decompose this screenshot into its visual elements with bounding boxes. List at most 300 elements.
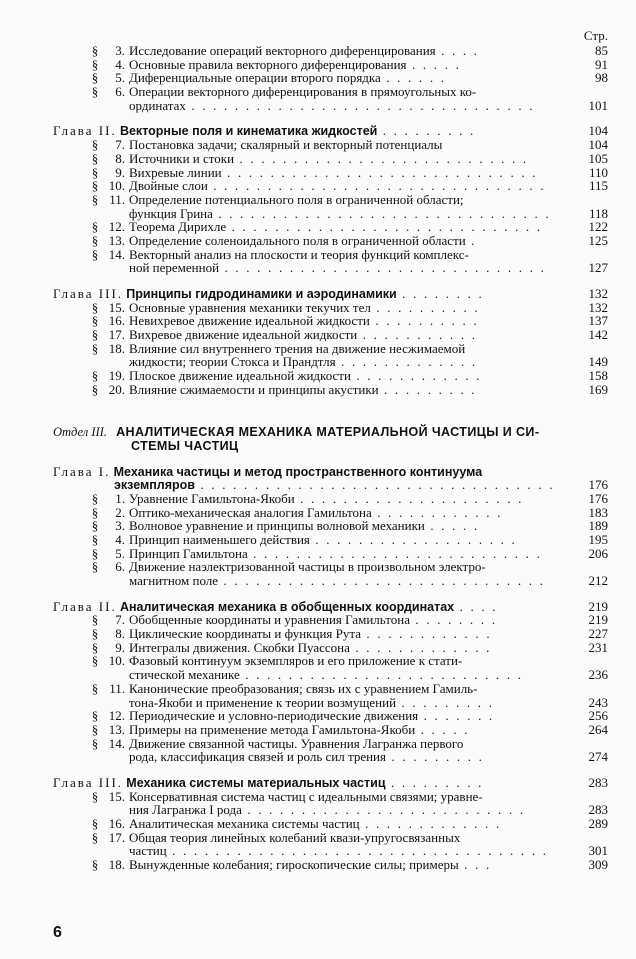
leader-dots: . . . . . . . . . .	[369, 313, 479, 329]
entry-text-wrapper	[129, 803, 525, 817]
section-number: 6.	[115, 559, 125, 575]
chapter-heading-continued	[0, 478, 636, 492]
folio-page-number: 6	[53, 924, 62, 941]
section-number: 8.	[115, 150, 125, 166]
toc-entry	[0, 152, 636, 166]
entry-text-wrapper	[129, 328, 477, 342]
entry-text-wrapper	[129, 831, 460, 845]
entry-text-wrapper	[129, 58, 461, 72]
toc-entry	[0, 44, 636, 58]
section-number: 4.	[115, 56, 125, 72]
section-number: 14.	[108, 735, 125, 751]
section-sign: §	[91, 43, 99, 58]
section-number: 17.	[108, 829, 125, 845]
part-label: Отдел III.	[53, 424, 107, 439]
page-number: 125	[588, 232, 608, 248]
leader-dots: . . . .	[435, 43, 480, 58]
section-title: Волновое уравнение и принципы волновой механики	[129, 518, 425, 534]
toc-entry	[0, 817, 636, 831]
entry-text-wrapper	[129, 301, 480, 315]
toc-entry	[0, 831, 636, 845]
toc-entry	[0, 301, 636, 315]
page-number: 227	[588, 626, 608, 642]
section-title: Канонические преобразования; связь их с уравнением Гамиль-	[129, 680, 478, 696]
section-number: 11.	[109, 680, 125, 696]
entry-text-wrapper	[129, 166, 538, 180]
section-title: Невихревое движение идеальной жидкости	[129, 313, 370, 329]
entry-text-wrapper	[129, 817, 501, 831]
section-title: рода, классификация связей и роль сил трения	[129, 749, 386, 765]
entry-text-wrapper	[129, 369, 482, 383]
entry-text-wrapper	[129, 44, 479, 58]
section-sign: §	[91, 191, 99, 207]
section-number: 10.	[108, 178, 125, 194]
section-number: 7.	[115, 137, 125, 153]
page-number: 231	[588, 639, 608, 655]
section-sign: §	[91, 531, 99, 547]
page-number: 301	[588, 843, 608, 859]
page-number: 132	[588, 299, 608, 315]
toc-entry	[0, 314, 636, 328]
section-number: 14.	[108, 246, 125, 262]
section-list	[0, 492, 636, 588]
entry-text-wrapper	[129, 506, 503, 520]
leader-dots: . . . . .	[406, 56, 462, 72]
entry-text-wrapper	[129, 790, 483, 804]
section-sign: §	[91, 56, 99, 72]
section-number: 5.	[115, 70, 125, 86]
leader-dots: . . . . . . . . . . . . . . . . . . . . . . . . . . .	[234, 150, 529, 166]
part-heading	[0, 425, 636, 453]
section-title: жидкости; теории Стокса и Прандтля	[129, 354, 336, 370]
leader-dots: . . . . . .	[380, 70, 447, 86]
table-of-contents	[0, 44, 636, 872]
page-number: 98	[595, 70, 608, 86]
section-title: Движение наэлектризованной частицы в произвольном электро-	[129, 559, 486, 575]
entry-text-wrapper	[129, 342, 465, 356]
entry-text-wrapper	[129, 533, 517, 547]
toc-entry	[0, 627, 636, 641]
section-sign: §	[91, 84, 99, 100]
section-list	[0, 613, 636, 764]
section-number: 12.	[108, 219, 125, 235]
section-title: Определение соленоидального поля в ограниченной области	[129, 232, 466, 248]
section-title: Влияние сжимаемости и принципы акустики	[129, 381, 379, 397]
part-title: АНАЛИТИЧЕСКАЯ МЕХАНИКА МАТЕРИАЛЬНОЙ ЧАСТИЦЫ И СИ-	[116, 424, 540, 439]
page-number: 195	[588, 531, 608, 547]
toc-entry	[0, 492, 636, 506]
page-number: 122	[588, 219, 608, 235]
chapter-heading	[0, 600, 636, 614]
page-number: 115	[588, 178, 608, 194]
entry-text-wrapper	[129, 668, 523, 682]
section-title: Вихревые линии	[129, 164, 222, 180]
section-title: Оптико-механическая аналогия Гамильтона	[129, 504, 372, 520]
section-number: 15.	[108, 299, 125, 315]
section-sign: §	[91, 381, 99, 397]
entry-text-wrapper	[129, 560, 486, 574]
leader-dots: . . . . . . . . . . . . . . . . . . . . . . . . . . . . . . . .	[185, 97, 535, 113]
chapter-title: Механика частицы и метод пространственного континуума	[113, 464, 483, 479]
leader-dots: . . . . . . . . . . . . . . . . . . . . . . . . . . . . . . .	[207, 178, 546, 194]
section-sign: §	[91, 816, 99, 831]
section-title: Консервативная система частиц с идеальными связями; уравне-	[129, 788, 483, 804]
entry-text-wrapper	[129, 613, 497, 627]
section-number: 8.	[115, 626, 125, 642]
section-title: Постановка задачи; скалярный и векторный потенциалы	[129, 137, 443, 153]
entry-text-wrapper	[129, 709, 494, 723]
toc-entry-continued	[0, 355, 636, 369]
toc-entry-continued	[0, 99, 636, 113]
section-title: функция Грина	[129, 205, 213, 221]
section-title: Интегралы движения. Скобки Пуассона	[129, 639, 350, 655]
page-number: 105	[588, 150, 608, 166]
section-number: 9.	[115, 164, 125, 180]
leader-dots: . . . . . . . . .	[385, 774, 484, 790]
section-title: Примеры на применение метода Гамильтона-Якоби	[129, 721, 416, 737]
section-sign: §	[91, 626, 99, 642]
section-sign: §	[91, 70, 99, 86]
section-number: 1.	[115, 490, 125, 506]
section-number: 18.	[108, 857, 125, 873]
page-number: 91	[595, 56, 608, 72]
section-number: 13.	[108, 721, 125, 737]
section-sign: §	[91, 232, 99, 248]
leader-dots: . . . . . . . . . . . . . . . . . . . . .	[294, 490, 524, 506]
section-title: стической механике	[129, 667, 240, 683]
page-number: 283	[588, 774, 608, 790]
page-number: 85	[595, 43, 608, 58]
page-number: 219	[588, 612, 608, 628]
section-title: Периодические и условно-периодические движения	[129, 708, 419, 724]
section-sign: §	[91, 150, 99, 166]
section-sign: §	[91, 340, 99, 356]
entry-text-wrapper	[129, 696, 494, 710]
toc-entry-continued	[0, 261, 636, 275]
chapter-title: Векторные поля и кинематика жидкостей	[119, 124, 378, 139]
toc-entry	[0, 342, 636, 356]
chapter-label: Глава III.	[53, 286, 124, 301]
chapter-title: Аналитическая механика в обобщенных координатах	[119, 599, 455, 614]
entry-text-wrapper	[129, 627, 492, 641]
section-sign: §	[91, 313, 99, 329]
entry-text-wrapper	[129, 314, 479, 328]
toc-entry-continued	[0, 696, 636, 710]
leader-dots: .	[465, 232, 477, 248]
entry-text-wrapper	[129, 737, 463, 751]
chapter-label: Глава II.	[53, 598, 117, 614]
chapter-label: Глава II.	[53, 123, 117, 139]
section-sign: §	[91, 518, 99, 534]
page-number: 264	[588, 721, 608, 737]
chapter-heading	[0, 776, 636, 790]
toc-entry-continued	[0, 207, 636, 221]
section-number: 11.	[109, 191, 125, 207]
entry-text-wrapper	[129, 682, 477, 696]
toc-entry	[0, 193, 636, 207]
toc-entry	[0, 654, 636, 668]
entry-text-wrapper	[129, 383, 477, 397]
entry-text-wrapper	[129, 641, 492, 655]
leader-dots: . . . . . . . . . .	[370, 299, 480, 315]
toc-entry	[0, 179, 636, 193]
chapter-heading	[0, 287, 636, 301]
page-number: 104	[588, 137, 608, 153]
leader-dots: . . . . . . . . .	[378, 381, 477, 397]
leader-dots: . . . . . . .	[418, 708, 495, 724]
section-number: 7.	[115, 612, 125, 628]
section-number: 20.	[108, 381, 125, 397]
entry-text-wrapper	[129, 654, 462, 668]
entry-text-wrapper	[129, 152, 528, 166]
section-sign: §	[91, 164, 99, 180]
page-number: 219	[588, 598, 608, 614]
section-title: Общая теория линейных колебаний квази-упругосвязанных	[129, 829, 461, 845]
leader-dots: . . . . . . . . .	[396, 694, 495, 710]
section-list	[0, 138, 636, 275]
section-sign: §	[91, 178, 99, 194]
section-number: 18.	[108, 340, 125, 356]
section-list	[0, 44, 636, 112]
leader-dots: . . . . . . . . . . . . . . . . . . . . . . . . . . . . . .	[219, 260, 547, 276]
section-sign: §	[91, 219, 99, 235]
toc-entry	[0, 737, 636, 751]
toc-entry	[0, 369, 636, 383]
leader-dots: . . . . . . . . . . . . . . . . . . . . . . . . . . . . .	[226, 219, 543, 235]
section-title: ной переменной	[129, 260, 220, 276]
toc-entry	[0, 682, 636, 696]
leader-dots: . . . . . . . . . . .	[357, 327, 478, 343]
entry-text-wrapper	[129, 99, 535, 113]
chapter-heading	[0, 465, 636, 479]
part-title-continued: СТЕМЫ ЧАСТИЦ	[131, 438, 239, 453]
page-label: Стр.	[583, 28, 608, 43]
section-title: Определение потенциального поля в ограниченной области;	[129, 191, 464, 207]
page-number: 243	[588, 694, 608, 710]
section-number: 12.	[108, 708, 125, 724]
section-sign: §	[91, 653, 99, 669]
section-sign: §	[91, 490, 99, 506]
leader-dots: . . . . . . . .	[409, 612, 498, 628]
toc-entry	[0, 71, 636, 85]
entry-text-wrapper	[129, 234, 477, 248]
section-number: 3.	[115, 43, 125, 58]
chapter-heading	[0, 124, 636, 138]
toc-entry	[0, 328, 636, 342]
toc-entry	[0, 709, 636, 723]
leader-dots: . . . . . . . . . . . . . . . . . . . . . . . . . .	[239, 667, 524, 683]
leader-dots: . . .	[458, 857, 492, 873]
section-number: 6.	[115, 84, 125, 100]
section-number: 19.	[108, 368, 125, 384]
toc-entry-continued	[0, 803, 636, 817]
section-number: 16.	[108, 816, 125, 831]
section-title: Теорема Дирихле	[129, 219, 227, 235]
section-sign: §	[91, 545, 99, 561]
toc-entry	[0, 58, 636, 72]
section-sign: §	[91, 857, 99, 873]
section-title: Обобщенные координаты и уравнения Гамильтона	[129, 612, 410, 628]
section-title: Операции векторного диференцирования в прямоугольных ко-	[129, 84, 477, 100]
section-title: Принцип Гамильтона	[129, 545, 248, 561]
section-sign: §	[91, 639, 99, 655]
section-sign: §	[91, 504, 99, 520]
section-title: Движение связанной частицы. Уравнения Лагранжа первого	[129, 735, 464, 751]
section-sign: §	[91, 708, 99, 724]
entry-text-wrapper	[129, 858, 491, 872]
leader-dots: . . . . . . . . .	[386, 749, 485, 765]
entry-text-wrapper	[129, 85, 476, 99]
toc-entry-continued	[0, 750, 636, 764]
page-number: 142	[588, 327, 608, 343]
leader-dots: . . . . .	[424, 518, 480, 534]
entry-text-wrapper	[129, 723, 470, 737]
entry-text-wrapper	[129, 574, 545, 588]
section-sign: §	[91, 788, 99, 804]
toc-entry	[0, 613, 636, 627]
entry-text-wrapper	[129, 220, 542, 234]
leader-dots: . . . . .	[415, 721, 470, 737]
section-sign: §	[91, 246, 99, 262]
leader-dots: . . . . . . . . . . . . . . . . . . . . . . . . . . .	[247, 545, 543, 561]
page-number: 110	[588, 164, 608, 180]
leader-dots: . . . . . . . .	[396, 286, 484, 301]
entry-text-wrapper	[129, 248, 469, 262]
chapter-title-continued: экземпляров	[114, 478, 195, 493]
chapter-label: Глава I.	[53, 463, 111, 479]
section-title: ния Лагранжа I рода	[129, 802, 242, 818]
page-number: 132	[588, 286, 608, 301]
section-title: Основные правила векторного диференцирования	[129, 56, 407, 72]
section-title: Двойные слои	[129, 178, 208, 194]
toc-entry	[0, 85, 636, 99]
page-number: 169	[588, 381, 608, 397]
section-number: 15.	[108, 788, 125, 804]
entry-text-wrapper	[129, 519, 479, 533]
entry-text-wrapper	[129, 138, 442, 152]
section-title: магнитном поле	[129, 573, 219, 588]
leader-dots: . . . . . . . . . . . . . . . . . . . . . . . . . . . . . . .	[212, 205, 551, 221]
toc-entry	[0, 519, 636, 533]
section-list	[0, 790, 636, 872]
section-number: 10.	[108, 653, 125, 669]
section-sign: §	[91, 680, 99, 696]
section-title: Вихревое движение идеальной жидкости	[129, 327, 358, 343]
toc-entry	[0, 547, 636, 561]
section-sign: §	[91, 327, 99, 343]
section-number: 9.	[115, 639, 125, 655]
section-sign: §	[91, 559, 99, 575]
section-title: Уравнение Гамильтона-Якоби	[129, 490, 295, 506]
entry-text-wrapper	[129, 179, 546, 193]
leader-dots: . . . . . . . . . . . . .	[349, 639, 492, 655]
leader-dots: . . . . . . . . . . . . .	[335, 354, 478, 370]
section-number: 2.	[115, 504, 125, 520]
toc-entry	[0, 248, 636, 262]
leader-dots: . . . . . . . . . . . . .	[359, 816, 502, 831]
page-number: 256	[588, 708, 608, 724]
section-number: 5.	[115, 545, 125, 561]
toc-entry-continued	[0, 844, 636, 858]
leader-dots: . . . . . . . . . . . . . . . . . . . . . . . . . . . . . .	[218, 573, 546, 588]
section-number: 4.	[115, 531, 125, 547]
entry-text-wrapper	[129, 844, 548, 858]
leader-dots: . . . . . . . . . . . .	[350, 368, 482, 384]
toc-entry	[0, 723, 636, 737]
entry-text-wrapper	[129, 547, 542, 561]
leader-dots: . . . . . . . . . . . . . . . . . . . . . . . . . . . . .	[221, 164, 538, 180]
page-number: 176	[588, 490, 608, 506]
section-sign: §	[91, 137, 99, 153]
page-number: 158	[588, 368, 608, 384]
page-number: 236	[588, 667, 608, 683]
section-title: тона-Якоби и применение к теории возмущений	[129, 694, 397, 710]
page-number: 101	[588, 97, 608, 113]
section-sign: §	[91, 612, 99, 628]
section-number: 17.	[108, 327, 125, 343]
section-title: Основные уравнения механики текучих тел	[129, 299, 371, 315]
leader-dots: . . . . . . . . . . . . . . . . . . . . . . . . . .	[241, 802, 526, 818]
toc-entry-continued	[0, 668, 636, 682]
toc-entry	[0, 641, 636, 655]
page-number: 104	[588, 123, 608, 139]
page-number: 283	[588, 802, 608, 818]
toc-entry	[0, 858, 636, 872]
section-title: Влияние сил внутреннего трения на движение несжимаемой	[129, 340, 466, 356]
page-number: 183	[588, 504, 608, 520]
page-number: 118	[588, 205, 608, 221]
section-sign: §	[91, 735, 99, 751]
toc-entry	[0, 506, 636, 520]
leader-dots: . . . . . . . . .	[377, 123, 476, 139]
toc-entry	[0, 234, 636, 248]
page-number: 289	[588, 816, 608, 831]
page-number: 127	[588, 260, 608, 276]
entry-text-wrapper	[129, 261, 546, 275]
page-number: 137	[588, 313, 608, 329]
chapter-title: Механика системы материальных частиц	[126, 775, 386, 790]
leader-dots: . . . . . . . . . . . . . . . . . . .	[309, 531, 518, 547]
toc-entry	[0, 533, 636, 547]
section-number: 13.	[108, 232, 125, 248]
section-title: Векторный анализ на плоскости и теория функций комплекс-	[129, 246, 469, 262]
section-sign: §	[91, 829, 99, 845]
section-sign: §	[91, 368, 99, 384]
leader-dots: . . . . . . . . . . . .	[360, 626, 492, 642]
toc-entry-continued	[0, 574, 636, 588]
section-list	[0, 301, 636, 397]
page-number: 274	[588, 749, 608, 765]
toc-entry	[0, 166, 636, 180]
page-number: 309	[588, 857, 608, 873]
page-number: 212	[588, 573, 608, 588]
page-number: 149	[588, 354, 608, 370]
section-number: 3.	[115, 518, 125, 534]
page-number: 176	[588, 477, 608, 493]
leader-dots: . . . . . . . . . . . . . . . . . . . . . . . . . . . . . . . . . . .	[166, 843, 549, 859]
leader-dots: . . . . . . . . . . . . . . . . . . . . . . . . . . . . . . . . .	[194, 477, 555, 493]
leader-dots: . . . .	[454, 598, 498, 614]
section-sign: §	[91, 299, 99, 315]
toc-entry	[0, 138, 636, 152]
toc-entry	[0, 220, 636, 234]
chapter-title: Принципы гидродинамики и аэродинамики	[126, 287, 397, 301]
entry-text-wrapper	[129, 750, 484, 764]
toc-entry	[0, 790, 636, 804]
section-title: Аналитическая механика системы частиц	[129, 816, 360, 831]
section-title: Источники и стоки	[129, 150, 235, 166]
entry-text-wrapper	[129, 207, 551, 221]
